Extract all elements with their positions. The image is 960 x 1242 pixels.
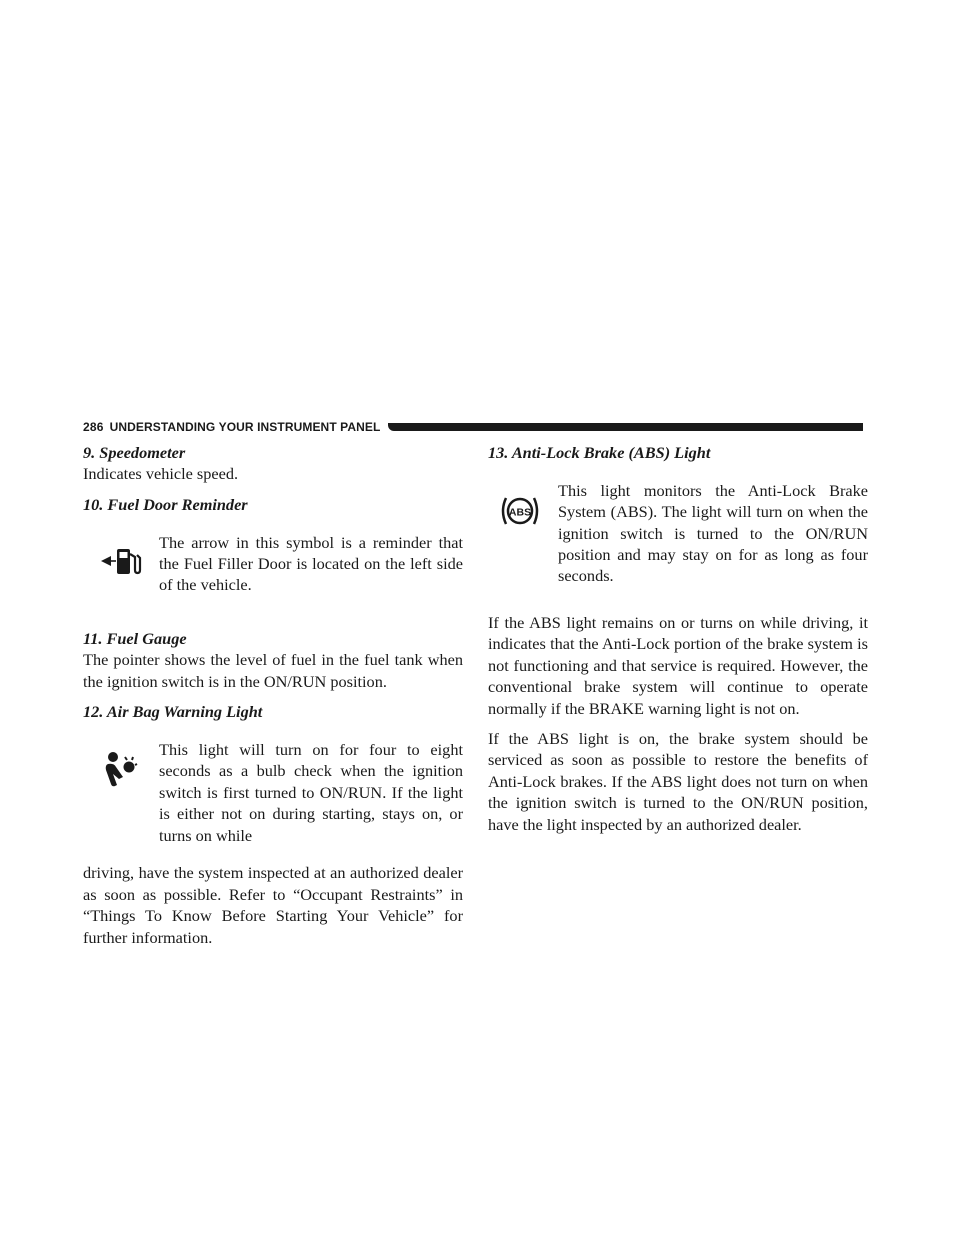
abs-paragraph-2: If the ABS light is on, the brake system should be serviced as soon as possible to restore the benefits of Anti-Lock brakes. If the ABS light does not turn on when the ignition switch is turned to the ON/RUN position, have the light inspected by an authorized dealer. — [488, 729, 868, 834]
header-rule — [388, 423, 863, 431]
abs-icon — [494, 494, 546, 528]
abs-block — [488, 480, 868, 587]
airbag-text-continued: driving, have the system inspected at an authorized dealer as soon as possible. Refer to “Occupant Restraints” in “Things To Know Before Starting Your Vehicle” for further information. — [83, 863, 463, 947]
section-title: UNDERSTANDING YOUR INSTRUMENT PANEL — [109, 420, 381, 434]
abs-paragraph-1: If the ABS light remains on or turns on while driving, it indicates that the Anti-Lock portion of the brake system is not functioning and that service is required. However, the conventional brake system will continue to operate normally if the BRAKE warning light is not on. — [488, 613, 868, 718]
fuel-door-reminder-icon — [83, 546, 159, 576]
fuel-door-block — [83, 532, 463, 596]
speedometer-heading: 9. Speedometer — [83, 443, 186, 462]
abs-icon-label: ABS — [508, 506, 532, 519]
left-column — [83, 442, 463, 948]
fuel-gauge-text: The pointer shows the level of fuel in the fuel tank when the ignition switch is in the ON/RUN position. — [83, 650, 463, 691]
fuel-door-heading: 10. Fuel Door Reminder — [83, 494, 248, 514]
abs-text: This light monitors the Anti-Lock Brake System (ABS). The light will turn on when the ignition switch is turned to the ON/RUN position and may stay on for as long as four seconds. — [558, 480, 868, 586]
page-header — [83, 419, 863, 435]
airbag-warning-icon — [83, 751, 159, 789]
fuel-gauge-heading: 11. Fuel Gauge — [83, 629, 187, 649]
abs-heading: 13. Anti-Lock Brake (ABS) Light — [488, 443, 711, 462]
airbag-block — [83, 739, 463, 846]
airbag-heading: 12. Air Bag Warning Light — [83, 702, 263, 722]
page-number: 286 — [83, 420, 104, 434]
right-column — [488, 442, 868, 835]
airbag-text-indented: This light will turn on for four to eight seconds as a bulb check when the ignition switch is first turned to ON/RUN. If the light is either not on during starting, stays on, or turns on while — [159, 739, 463, 845]
speedometer-text: Indicates vehicle speed. — [83, 464, 239, 484]
fuel-door-text: The arrow in this symbol is a reminder that the Fuel Filler Door is located on the left side of the vehicle. — [159, 532, 463, 595]
